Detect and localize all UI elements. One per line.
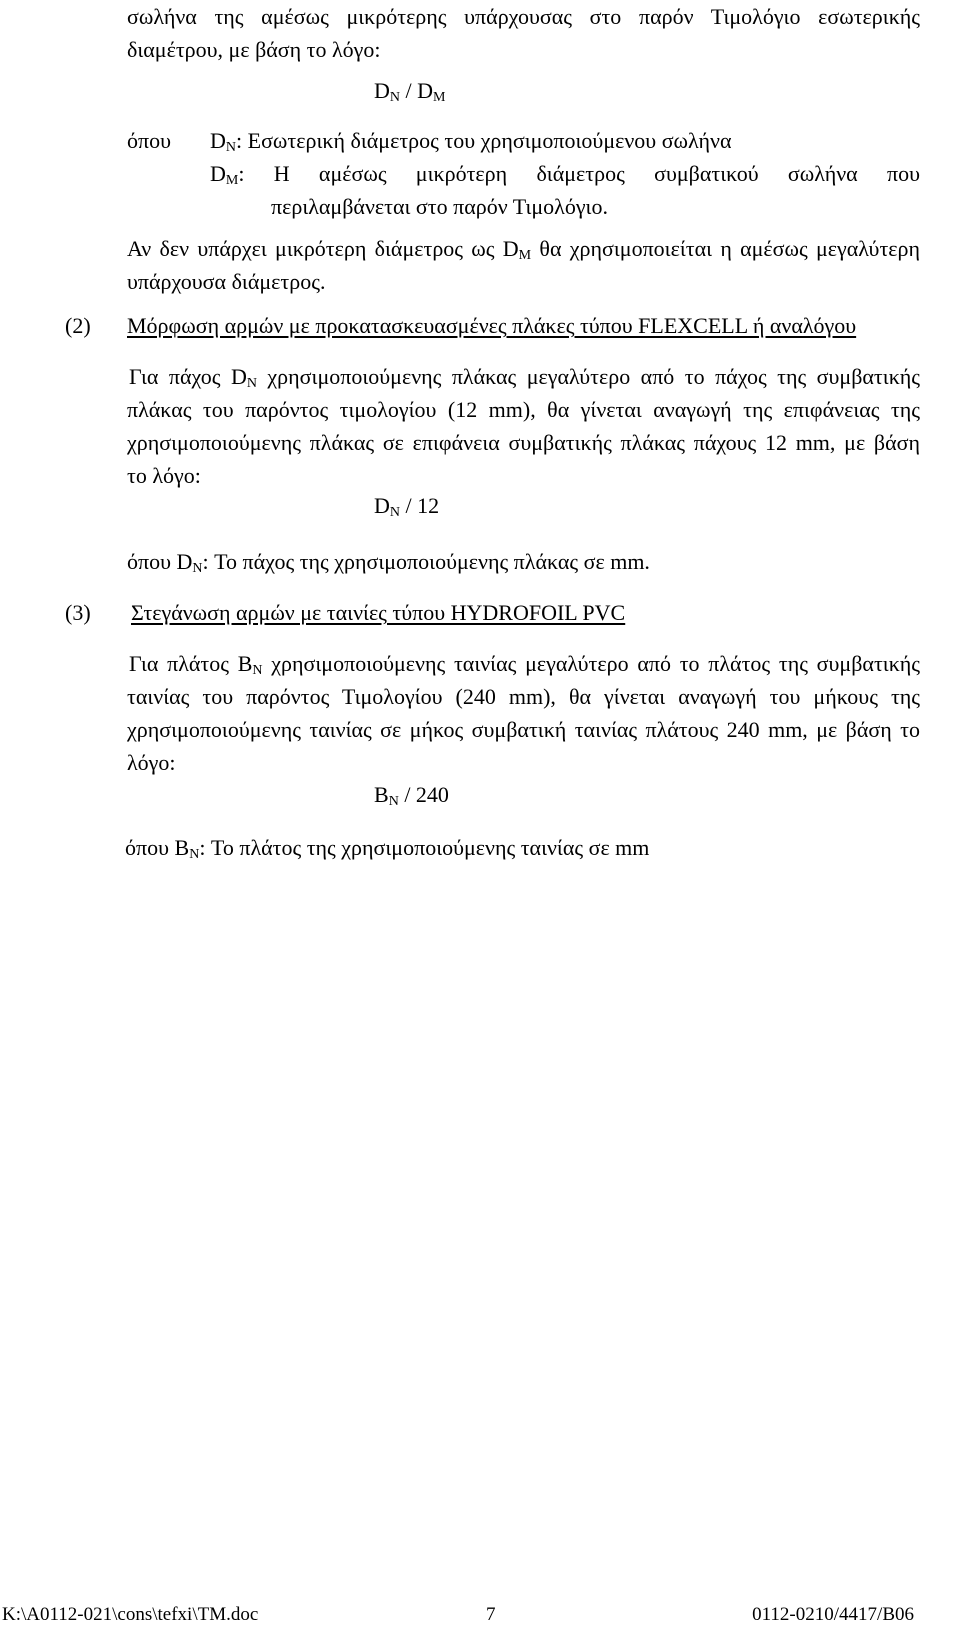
formula-dn-12: $D_N / 12$ <box>374 493 440 520</box>
definition-dm: $D_M$: Η αμέσως μικρότερη διάμετρος συμβατικού σωλήνα που <box>210 161 920 188</box>
formula-dn-dm: $D_N / D_M$ <box>374 78 446 105</box>
section-3-line: Για πλάτος $B_N$ χρησιμοποιούμενης ταινίας μεγαλύτερο από το πλάτος της συμβατικής <box>129 651 921 678</box>
section-2-definition: όπου $D_N$: Το πάχος της χρησιμοποιούμενης πλάκας σε mm. <box>127 549 650 576</box>
intro-line: σωλήνα της αμέσως μικρότερης υπάρχουσας στο παρόν Τιμολόγιο εσωτερικής <box>127 4 920 29</box>
section-3-line: ταινίας του παρόντος Τιμολογίου (240 mm), θα γίνεται αναγωγή του μήκους της <box>127 684 920 709</box>
footer-page-number: 7 <box>486 1604 496 1625</box>
section-3-paragraph <box>127 647 920 779</box>
section-2-number: (2) <box>65 313 91 338</box>
section-3-line: χρησιμοποιούμενης ταινίας σε μήκος συμβατική ταινίας πλάτους 240 mm, με βάση το <box>127 717 920 742</box>
intro-line: διαμέτρου, με βάση το λόγο: <box>127 37 381 62</box>
section-2-line: το λόγο: <box>127 463 201 488</box>
section-3-line: λόγο: <box>127 750 176 775</box>
definitions-lead: όπου <box>127 128 171 153</box>
section-2-line: χρησιμοποιούμενης πλάκας σε επιφάνεια συμβατικής πλάκας πάχους 12 mm, με βάση <box>127 430 920 455</box>
note-line: υπάρχουσα διάμετρος. <box>127 269 326 294</box>
section-2-paragraph <box>127 360 920 492</box>
section-3-title: Στεγάνωση αρμών με ταινίες τύπου HYDROFOIL PVC <box>131 600 626 625</box>
definition-dm-cont: περιλαμβάνεται στο παρόν Τιμολόγιο. <box>271 194 608 219</box>
formula-bn-240: $B_N / 240$ <box>374 782 449 809</box>
section-2-line: πλάκας του παρόντος τιμολογίου (12 mm), θα γίνεται αναγωγή της επιφάνειας της <box>127 397 920 422</box>
definition-dn: $D_N$: Εσωτερική διάμετρος του χρησιμοποιούμενου σωλήνα <box>210 128 732 155</box>
footer-document-code: 0112-0210/4417/B06 <box>752 1604 914 1625</box>
section-3-definition: όπου $B_N$: Το πλάτος της χρησιμοποιούμενης ταινίας σε mm <box>125 835 650 862</box>
section-2-title: Μόρφωση αρμών με προκατασκευασμένες πλάκες τύπου FLEXCELL ή αναλόγου <box>127 313 857 338</box>
section-2-line: Για πάχος $D_N$ χρησιμοποιούμενης πλάκας μεγαλύτερο από το πάχος της συμβατικής <box>129 364 920 391</box>
note-line: Αν δεν υπάρχει μικρότερη διάμετρος ως $D_M$ θα χρησιμοποιείται η αμέσως μεγαλύτερη <box>127 236 921 263</box>
section-3-number: (3) <box>65 600 91 625</box>
footer-file-path: K:\A0112-021\cons\tefxi\TM.doc <box>2 1604 259 1625</box>
intro-paragraph <box>127 0 920 66</box>
